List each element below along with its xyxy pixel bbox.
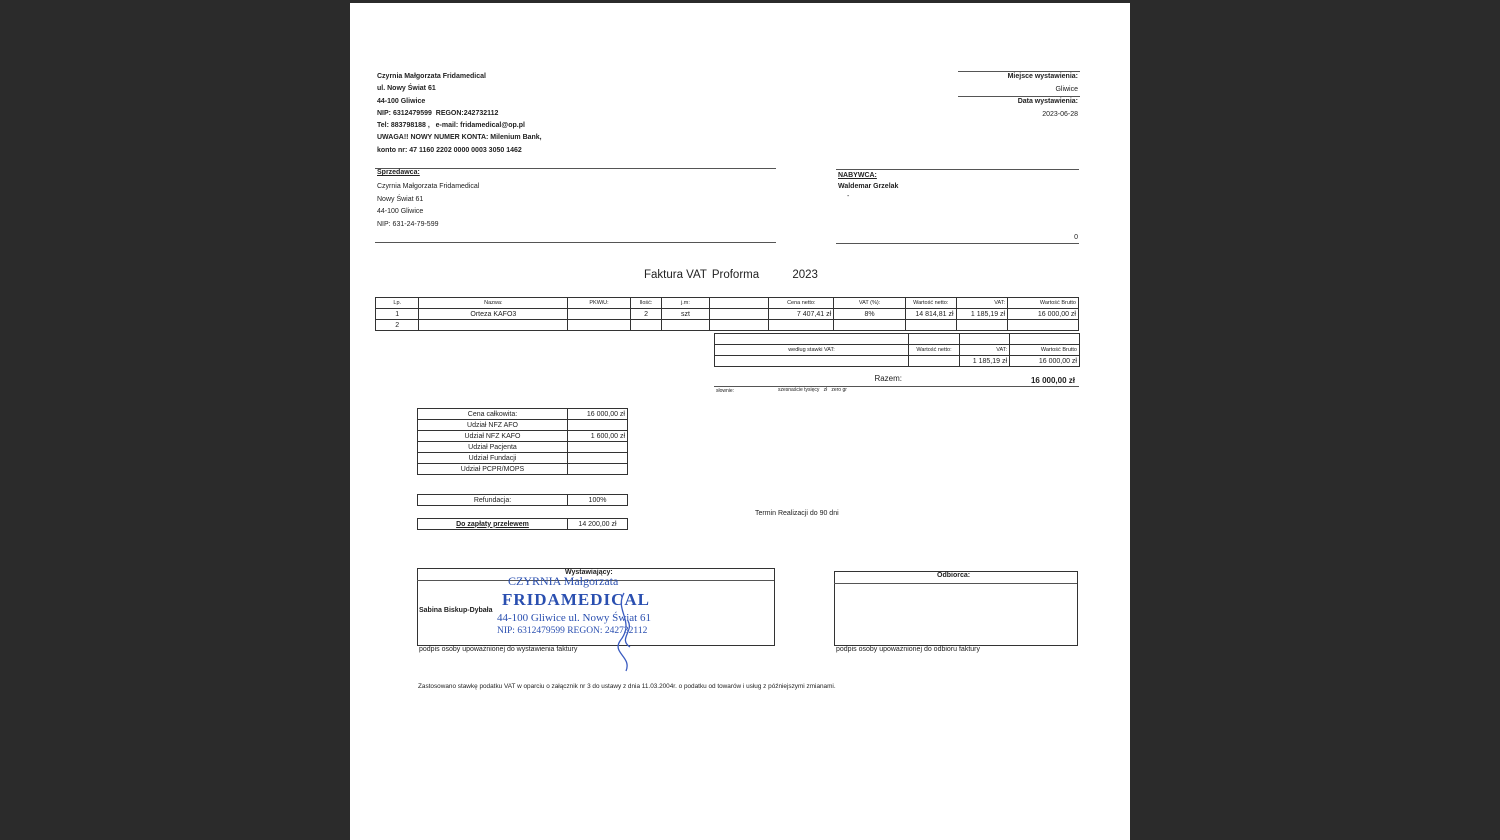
stamp-line3: 44-100 Gliwice ul. Nowy Świat 61 [497, 612, 651, 624]
footer-note: Zastosowano stawkę podatku VAT w oparciu o załącznik nr 3 do ustawy z dnia 11.03.2004r. o podatku od towarów i usług z późniejszymi zmianami. [418, 683, 836, 690]
header-nip-regon: NIP: 6312479599 REGON:242732112 [377, 109, 499, 117]
header-pkwiu: PKWiU: [568, 298, 631, 309]
summary-rate-label: według stawki VAT: [715, 345, 909, 356]
invoice-title [644, 269, 818, 281]
total-value: 16 000,00 zł [1030, 376, 1075, 385]
row1-qty: 2 [630, 309, 661, 320]
header-blank [709, 298, 769, 309]
receiver-caption: podpis osoby upoważnionej do odbioru faktury [836, 646, 980, 653]
row1-vat: 1 185,19 zł [956, 309, 1008, 320]
buyer-name: Waldemar Grzelak [838, 183, 899, 190]
funding-value-foundation [568, 453, 628, 464]
row2-vat-rate [834, 320, 906, 331]
funding-value-nfz-afo [568, 420, 628, 431]
stamp-line4: NIP: 6312479599 REGON: 242732112 [497, 626, 648, 636]
funding-value-patient [568, 442, 628, 453]
words-label: słownie: [716, 388, 735, 394]
table-row [376, 309, 1079, 320]
row2-pkwiu [568, 320, 631, 331]
header-qty: Ilość: [630, 298, 661, 309]
header-vat-rate: VAT (%): [834, 298, 906, 309]
summary-header-row [715, 345, 1080, 356]
row2-blank [709, 320, 769, 331]
header-unit: j.m: [662, 298, 710, 309]
row2-vat [956, 320, 1008, 331]
funding-table [417, 408, 628, 475]
title-proforma: Proforma [711, 269, 760, 281]
invoice-page [350, 3, 1130, 840]
title-year: 2023 [792, 269, 818, 281]
row2-gross [1008, 320, 1079, 331]
summary-gross-label: Wartość Brutto [1010, 345, 1080, 356]
items-table [375, 297, 1079, 331]
funding-label-foundation: Udział Fundacji [418, 453, 568, 464]
header-street: ul. Nowy Świat 61 [377, 85, 436, 93]
date-value: 2023-06-28 [1042, 111, 1078, 118]
stamp-line1: CZYRNIA Małgorzata [508, 574, 619, 588]
words-value: szesnaście tysięcy zł zero gr [778, 387, 847, 393]
stamp-line2: FRIDAMEDICAL [502, 590, 650, 609]
header-company-name: Czyrnia Małgorzata Fridamedical [377, 73, 486, 80]
header-net-value: Wartość netto: [905, 298, 956, 309]
row2-qty [630, 320, 661, 331]
funding-label-nfz-kafo: Udział NFZ KAFO [418, 431, 568, 442]
funding-value-nfz-kafo: 1 600,00 zł [568, 431, 628, 442]
row1-lp: 1 [376, 309, 419, 320]
issuer-name: Sabina Biskup-Dybała [419, 607, 493, 614]
header-gross: Wartość Brutto [1008, 298, 1079, 309]
summary-vat-label: VAT: [960, 345, 1010, 356]
seller-name: Czyrnia Małgorzata Fridamedical [377, 183, 480, 190]
row2-net-value [905, 320, 956, 331]
row2-unit [662, 320, 710, 331]
total-label: Razem: [874, 374, 902, 383]
table-row [418, 495, 628, 506]
handwritten-signature [606, 591, 646, 673]
table-row [376, 320, 1079, 331]
row2-lp: 2 [376, 320, 419, 331]
table-row [418, 409, 628, 420]
place-value: Gliwice [1055, 86, 1078, 93]
refund-label: Refundacja: [418, 495, 568, 506]
row1-pkwiu [568, 309, 631, 320]
issuer-label: Wystawiający: [565, 569, 613, 576]
funding-label-pcpr: Udział PCPR/MOPS [418, 464, 568, 475]
row2-net-price [769, 320, 834, 331]
transfer-table [417, 518, 628, 530]
seller-city: 44-100 Gliwice [377, 208, 424, 215]
table-row [418, 420, 628, 431]
row1-vat-rate: 8% [834, 309, 906, 320]
buyer-dash: - [847, 193, 850, 200]
funding-label-total: Cena całkowita: [418, 409, 568, 420]
realization-term: Termin Realizacji do 90 dni [755, 510, 839, 517]
summary-vat-value: 1 185,19 zł [960, 356, 1010, 367]
summary-net-label: Wartość netto: [909, 345, 960, 356]
seller-block [377, 181, 479, 231]
table-row [418, 464, 628, 475]
header-warning: UWAGA!! NOWY NUMER KONTA: Milenium Bank, [377, 134, 542, 142]
seller-label: Sprzedawca: [377, 169, 420, 176]
funding-value-total: 16 000,00 zł [568, 409, 628, 420]
row1-unit: szt [662, 309, 710, 320]
header-vat: VAT: [956, 298, 1008, 309]
header-contact: Tel: 883798188 , e-mail: fridamedical@op.pl [377, 122, 525, 130]
row1-name: Orteza KAFO3 [419, 309, 568, 320]
transfer-value: 14 200,00 zł [568, 519, 628, 530]
title-faktura: Faktura VAT [644, 269, 707, 281]
receiver-label: Odbiorca: [937, 572, 971, 579]
table-row [418, 453, 628, 464]
row1-blank [709, 309, 769, 320]
funding-label-patient: Udział Pacjenta [418, 442, 568, 453]
summary-table [714, 333, 1080, 367]
items-header-row [376, 298, 1079, 309]
row1-net-value: 14 814,81 zł [905, 309, 956, 320]
place-label: Miejsce wystawienia: [1007, 73, 1078, 80]
table-row [418, 431, 628, 442]
row1-gross: 16 000,00 zł [1008, 309, 1079, 320]
funding-value-pcpr [568, 464, 628, 475]
row1-net-price: 7 407,41 zł [769, 309, 834, 320]
header-account: konto nr: 47 1160 2202 0000 0003 3050 1462 [377, 146, 522, 154]
header-city: 44-100 Gliwice [377, 97, 426, 105]
summary-gross-value: 16 000,00 zł [1010, 356, 1080, 367]
header-lp: Lp. [376, 298, 419, 309]
buyer-zero: 0 [1074, 234, 1078, 241]
row2-name [419, 320, 568, 331]
issuer-caption: podpis osoby upoważnionej do wystawienia faktury [419, 646, 578, 653]
refund-value: 100% [568, 495, 628, 506]
seller-header [377, 71, 542, 157]
table-row [418, 519, 628, 530]
summary-values-row [715, 356, 1080, 367]
date-label: Data wystawienia: [1017, 98, 1078, 105]
buyer-label: NABYWCA: [838, 172, 877, 179]
seller-nip: NIP: 631-24-79-599 [377, 220, 439, 228]
header-net-price: Cena netto: [769, 298, 834, 309]
header-name: Nazwa: [419, 298, 568, 309]
table-row [418, 442, 628, 453]
transfer-label: Do zapłaty przelewem [418, 519, 568, 530]
seller-street: Nowy Świat 61 [377, 195, 424, 203]
funding-label-nfz-afo: Udział NFZ AFO [418, 420, 568, 431]
refund-table [417, 494, 628, 506]
